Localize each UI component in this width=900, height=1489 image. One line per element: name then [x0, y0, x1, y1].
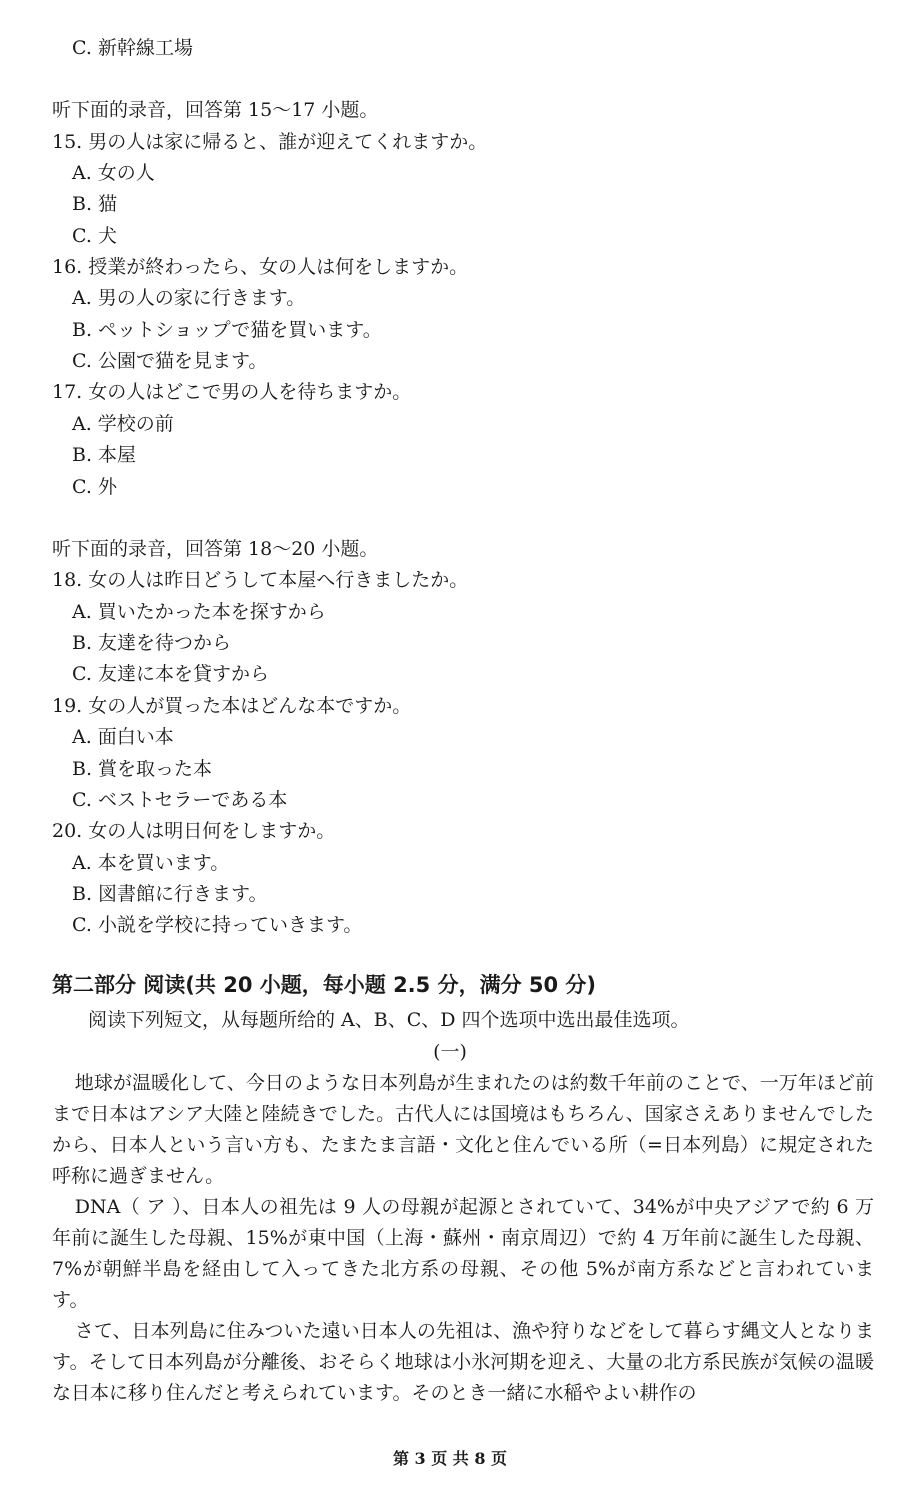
option-15a: A. 女の人	[72, 162, 155, 184]
option-20a: A. 本を買います。	[72, 852, 230, 874]
question-16: 16. 授業が終わったら、女の人は何をしますか。	[52, 256, 469, 278]
section2-instruction: 阅读下列短文，从每题所给的 A、B、C、D 四个选项中选出最佳选项。	[88, 1009, 690, 1031]
option-16b: B. ペットショップで猫を買います。	[72, 319, 382, 341]
question-17: 17. 女の人はどこで男の人を待ちますか。	[52, 381, 412, 403]
group1-instruction: 听下面的录音，回答第 15～17 小题。	[52, 99, 379, 121]
page-footer: 第 3 页 共 8 页	[392, 1449, 508, 1468]
group2-instruction: 听下面的录音，回答第 18～20 小题。	[52, 538, 379, 560]
option-15b: B. 猫	[72, 193, 118, 215]
option-19b: B. 賞を取った本	[72, 758, 213, 780]
option-14c: C. 新幹線工場	[72, 37, 193, 59]
option-17a: A. 学校の前	[72, 413, 174, 435]
option-18a: A. 買いたかった本を探すから	[72, 601, 326, 623]
option-16c: C. 公園で猫を見ます。	[72, 350, 268, 372]
passage-label: (一)	[433, 1041, 467, 1063]
option-15c: C. 犬	[72, 225, 117, 247]
option-20b: B. 図書館に行きます。	[72, 883, 268, 905]
passage-body	[52, 1068, 874, 1409]
option-18c: C. 友達に本を貸すから	[72, 663, 269, 685]
option-18b: B. 友達を待つから	[72, 632, 232, 654]
paragraph-3: さて、日本列島に住みついた遠い日本人の先祖は、漁や狩りなどをして暮らす縄文人となります。そして日本列島が分離後、おそらく地球は小氷河期を迎え、大量の北方系民族が気候の温暖な日本に移り住んだと考えられています。そのとき一緒に水稲やよい耕作の	[52, 1320, 874, 1404]
option-19c: C. ベストセラーである本	[72, 789, 288, 811]
option-19a: A. 面白い本	[72, 726, 174, 748]
option-17c: C. 外	[72, 476, 117, 498]
option-16a: A. 男の人の家に行きます。	[72, 287, 306, 309]
section2-title: 第二部分 阅读(共 20 小题，每小题 2.5 分，满分 50 分)	[52, 973, 597, 997]
question-15: 15. 男の人は家に帰ると、誰が迎えてくれますか。	[52, 131, 488, 153]
question-19: 19. 女の人が買った本はどんな本ですか。	[52, 695, 412, 717]
question-20: 20. 女の人は明日何をしますか。	[52, 820, 336, 842]
option-20c: C. 小説を学校に持っていきます。	[72, 914, 363, 936]
option-17b: B. 本屋	[72, 444, 137, 466]
question-18: 18. 女の人は昨日どうして本屋へ行きましたか。	[52, 569, 469, 591]
paragraph-2: DNA（ ア ）、日本人の祖先は 9 人の母親が起源とされていて、34%が中央アジアで約 6 万年前に誕生した母親、15%が東中国（上海・蘇州・南京周辺）で約 4 万年前に誕生した母親、7%が朝鮮半島を経由して入ってきた北方系の母親、その他 5%が南方系などと言われています。	[52, 1196, 874, 1311]
paragraph-1: 地球が温暖化して、今日のような日本列島が生まれたのは約数千年前のことで、一万年ほど前まで日本はアシア大陸と陸続きでした。古代人には国境はもちろん、国家さえありませんでしたから、日本人という言い方も、たまたま言語・文化と住んでいる所（=日本列島）に規定された呼称に過ぎません。	[52, 1072, 874, 1187]
